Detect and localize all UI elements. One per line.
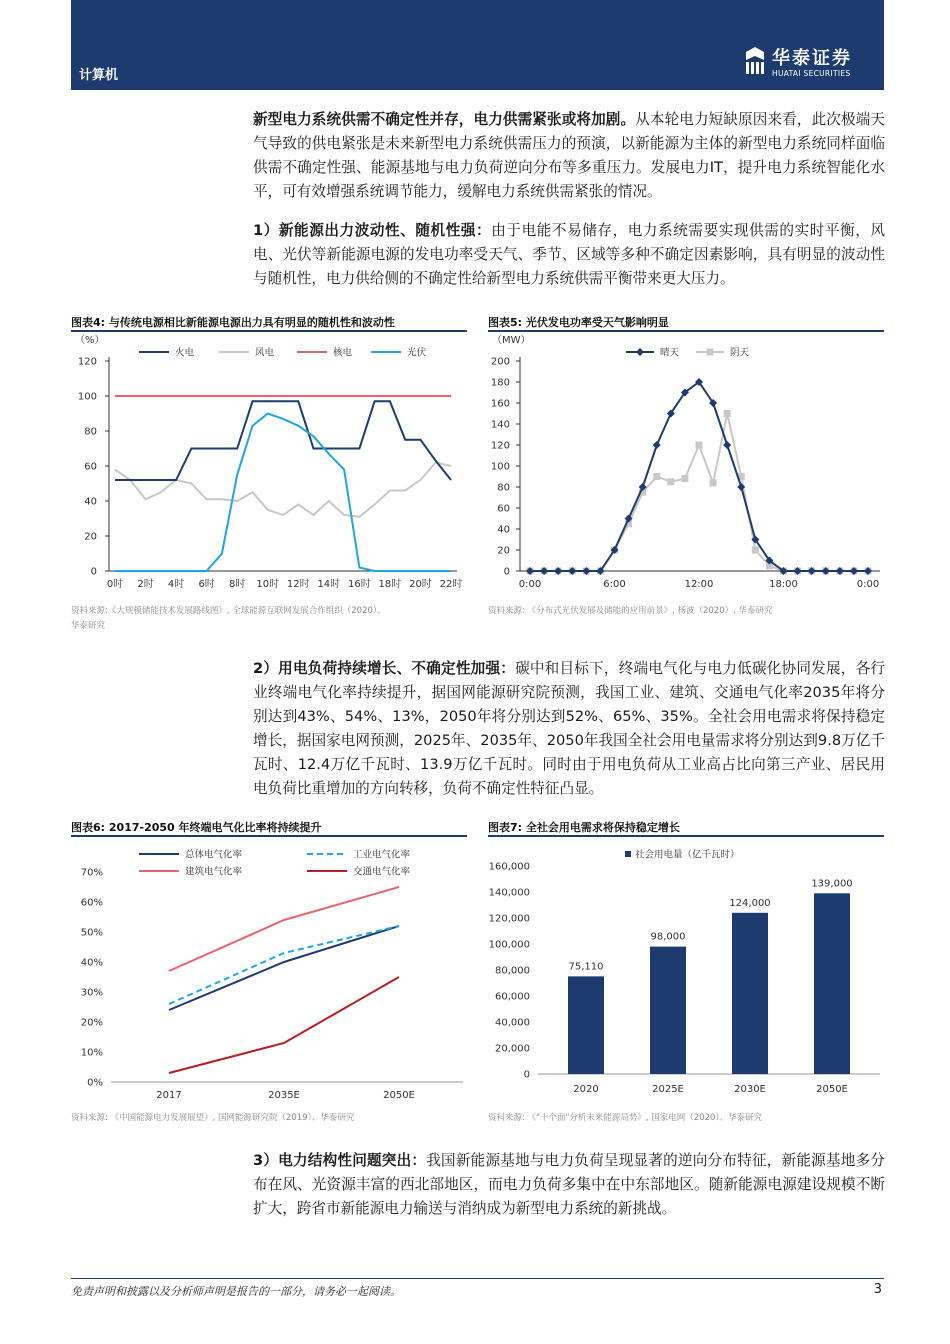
x-tick-label: 0时 [106, 579, 124, 590]
y-tick-label: 140,000 [488, 887, 530, 899]
y-tick-label: 40 [497, 524, 510, 536]
x-tick-label: 2020 [573, 1084, 599, 1095]
legend-label: 总体电气化率 [185, 849, 243, 861]
x-tick-label: 14时 [317, 579, 341, 590]
paragraph-heading: 新型电力系统供需不确定性并存，电力供需紧张或将加剧。 [253, 111, 636, 128]
x-tick-label: 16时 [347, 579, 371, 590]
y-axis-label: （MW） [492, 335, 531, 346]
bar-2020 [568, 976, 604, 1074]
x-tick-label: 4时 [167, 579, 185, 590]
legend-label: 火电 [175, 347, 195, 359]
x-tick-label: 2017 [156, 1090, 182, 1101]
figure-6-title: 图表6: 2017-2050 年终端电气化比率将持续提升 [71, 821, 322, 834]
data-label: 124,000 [729, 897, 771, 909]
figure-7-title: 图表7: 全社会用电需求将保持稳定增长 [488, 821, 680, 834]
series-line-光伏 [115, 414, 451, 572]
y-tick-label: 0% [87, 1077, 103, 1089]
brand-name-en: HUATAI SECURITIES [772, 69, 851, 78]
x-tick-label: 2035E [268, 1090, 300, 1101]
figure-5-chart [488, 334, 884, 596]
y-tick-label: 0 [503, 566, 510, 578]
legend-label: 光伏 [407, 347, 427, 359]
figure-4-chart [71, 334, 467, 596]
x-tick-label: 6:00 [603, 579, 626, 590]
legend-marker [636, 348, 644, 356]
x-tick-label: 2时 [137, 579, 154, 590]
x-tick-label: 2030E [734, 1084, 766, 1095]
y-tick-label: 70% [80, 867, 103, 879]
data-point-阴天 [681, 475, 688, 482]
paragraph-heading: 3）电力结构性问题突出： [253, 1152, 427, 1169]
bar-2030E [732, 913, 768, 1074]
paragraph-supply-demand [253, 108, 885, 204]
x-tick-label: 2050E [383, 1090, 415, 1101]
legend-label: 风电 [255, 347, 275, 359]
legend-label: 交通电气化率 [353, 866, 411, 878]
y-tick-label: 20% [80, 1017, 103, 1029]
footer-disclaimer: 免责声明和披露以及分析师声明是报告的一部分，请务必一起阅读。 [71, 1285, 401, 1298]
figure-5-source: 资料来源: 《分布式光伏发展及储能的应用前景》, 杨波（2020）, 华泰研究 [488, 606, 773, 616]
brand-name-cn: 华泰证券 [772, 48, 852, 69]
x-tick-label: 22时 [439, 579, 463, 590]
page-number: 3 [873, 1282, 882, 1297]
data-label: 98,000 [650, 931, 686, 943]
figure-4-source [71, 604, 471, 634]
y-tick-label: 50% [80, 927, 103, 939]
y-tick-label: 80 [497, 482, 510, 494]
y-tick-label: 20,000 [495, 1043, 530, 1055]
legend-label: 晴天 [660, 347, 680, 359]
data-point-阴天 [653, 473, 660, 480]
figure-5-title: 图表5: 光伏发电功率受天气影响明显 [488, 316, 669, 329]
x-tick-label: 20时 [409, 579, 432, 590]
y-tick-label: 60 [84, 461, 97, 473]
paragraph-body: 由于电能不易储存，电力系统需要实现供需的实时平衡，风电、光伏等新能源电源的发电功率受天气、季节、区域等多种不确定因素影响，具有明显的波动性与随机性，电力供给侧的不确定性给新型电力系统供需平衡带来更大压力。 [253, 222, 885, 287]
figure-6-chart [71, 840, 467, 1102]
y-tick-label: 10% [80, 1047, 103, 1059]
y-tick-label: 80,000 [495, 965, 530, 977]
legend-label: 社会用电量（亿千瓦时） [635, 849, 740, 861]
bar-2050E [814, 893, 850, 1074]
y-tick-label: 0 [90, 566, 97, 578]
source-line: 资料来源:《大规模储能技术发展路线图》, 全球能源互联网发展合作组织（2020）、 [71, 606, 386, 616]
y-tick-label: 40 [84, 496, 97, 508]
data-point-阴天 [696, 442, 703, 449]
footer-rule [71, 1278, 884, 1279]
figure-6-rule [71, 835, 467, 837]
section-label: 计算机 [79, 68, 119, 83]
figure-6-source: 资料来源: 《中国能源电力发展展望》, 国网能源研究院（2019）、华泰研究 [71, 1113, 355, 1123]
series-line-建筑电气化率 [169, 887, 399, 971]
legend-label: 核电 [333, 347, 353, 359]
y-tick-label: 100,000 [488, 939, 530, 951]
data-point-阴天 [667, 478, 674, 485]
y-tick-label: 120 [490, 440, 510, 452]
y-axis-label: （%） [75, 335, 105, 346]
figure-7-chart [488, 840, 884, 1102]
report-header [71, 0, 884, 90]
y-tick-label: 20 [497, 545, 510, 557]
x-tick-label: 18:00 [769, 579, 798, 590]
paragraph-heading: 2）用电负荷持续增长、不确定性加强： [253, 660, 516, 677]
series-line-风电 [115, 463, 451, 517]
data-point-阴天 [752, 547, 759, 554]
data-point-晴天 [653, 441, 661, 449]
legend-label: 建筑电气化率 [185, 866, 243, 878]
data-label: 139,000 [811, 878, 853, 890]
figure-7-rule [488, 835, 884, 837]
data-point-阴天 [710, 479, 717, 486]
paragraph-renewable-volatility [253, 219, 885, 291]
paragraph-body: 从本轮电力短缺原因来看，此次极端天气导致的供电紧张是未来新型电力系统供需压力的预演，以新能源为主体的新型电力系统同样面临供需不确定性强、能源基地与电力负荷逆向分布等多重压力。发展电力IT，提升电力系统智能化水平，可有效增强系统调节能力，缓解电力系统供需紧张的情况。 [253, 111, 885, 200]
series-line-交通电气化率 [169, 977, 399, 1073]
y-tick-label: 30% [80, 987, 103, 999]
paragraph-structural-issues [253, 1149, 885, 1221]
y-tick-label: 120 [77, 356, 97, 368]
x-tick-label: 6时 [198, 579, 215, 590]
y-tick-label: 120,000 [488, 913, 530, 925]
huatai-logo-icon [744, 46, 766, 76]
figure-5-rule [488, 330, 884, 332]
legend-marker [707, 349, 714, 356]
x-tick-label: 2050E [816, 1084, 848, 1095]
legend-label: 阴天 [730, 347, 750, 359]
x-tick-label: 12时 [286, 579, 310, 590]
y-tick-label: 40,000 [495, 1017, 530, 1029]
x-tick-label: 0:00 [856, 579, 880, 590]
figure-4-title: 图表4: 与传统电源相比新能源电源出力具有明显的随机性和波动性 [71, 316, 395, 329]
source-line: 华泰研究 [71, 621, 106, 631]
y-tick-label: 200 [490, 356, 510, 368]
legend-swatch [625, 851, 631, 857]
x-tick-label: 18时 [378, 579, 402, 590]
x-tick-label: 10时 [256, 579, 280, 590]
y-tick-label: 0 [523, 1069, 530, 1081]
y-tick-label: 60,000 [495, 991, 530, 1003]
brand-logo [744, 44, 876, 84]
series-line-火电 [115, 401, 451, 480]
legend-label: 工业电气化率 [353, 849, 411, 861]
x-tick-label: 8时 [228, 579, 246, 590]
y-tick-label: 140 [490, 419, 510, 431]
figure-4-rule [71, 330, 467, 332]
series-line-晴天 [530, 382, 868, 571]
x-tick-label: 2025E [652, 1084, 684, 1095]
y-tick-label: 160,000 [488, 861, 530, 873]
bar-2025E [650, 947, 686, 1074]
data-point-阴天 [724, 410, 731, 417]
y-tick-label: 40% [80, 957, 103, 969]
y-tick-label: 100 [77, 391, 97, 403]
paragraph-body: 碳中和目标下，终端电气化与电力低碳化协同发展，各行业终端电气化率持续提升，据国网能源研究院预测，我国工业、建筑、交通电气化率2035年将分别达到43%、54%、13%，2050年将分别达到52%、65%、35%。全社会用电需求将保持稳定增长，据国家电网预测，2025年、2035年、2050年我国全社会用电量需求将分别达到9.8万亿千瓦时、12.4万亿千瓦时、13.9万亿千瓦时。同时由于用电负荷从工业高占比向第三产业、居民用电负荷比重增加的方向转移，负荷不确定性特征凸显。 [253, 660, 885, 797]
y-tick-label: 80 [84, 426, 97, 438]
y-tick-label: 20 [84, 531, 97, 543]
paragraph-body: 我国新能源基地与电力负荷呈现显著的逆向分布特征，新能源基地多分布在风、光资源丰富的西北部地区，而电力负荷多集中在中东部地区。随新能源电源建设规模不断扩大，跨省市新能源电力输送与消纳成为新型电力系统的新挑战。 [253, 1152, 885, 1217]
y-tick-label: 60 [497, 503, 510, 515]
y-tick-label: 100 [490, 461, 510, 473]
data-point-晴天 [723, 441, 731, 449]
x-tick-label: 0:00 [518, 579, 542, 590]
figure-7-source: 资料来源: 《"十个面"分析未来能源局势》, 国家电网（2020）、华泰研究 [488, 1113, 763, 1123]
y-tick-label: 160 [490, 398, 510, 410]
series-line-阴天 [530, 414, 868, 572]
paragraph-load-growth [253, 657, 885, 801]
paragraph-heading: 1）新能源出力波动性、随机性强： [253, 222, 492, 239]
data-label: 75,110 [568, 961, 604, 973]
y-tick-label: 60% [80, 897, 103, 909]
x-tick-label: 12:00 [684, 579, 714, 590]
y-tick-label: 180 [490, 377, 510, 389]
